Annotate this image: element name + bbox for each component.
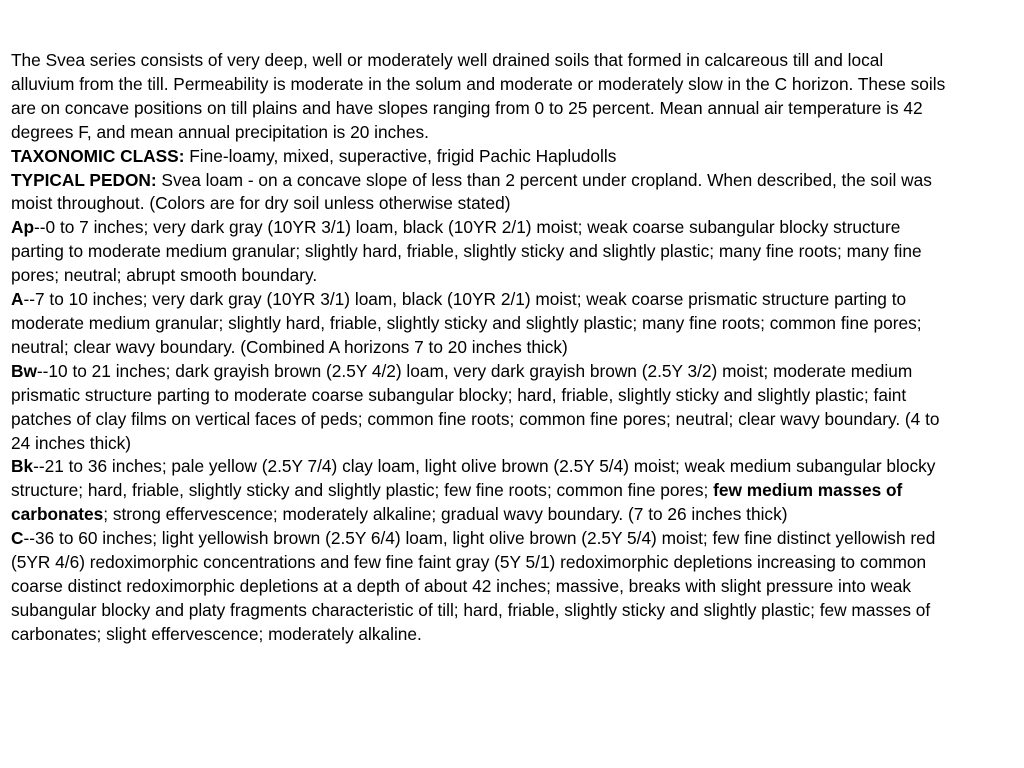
typical-pedon-paragraph [11,169,951,217]
soil-series-description [11,49,951,647]
taxonomic-class-value: Fine-loamy, mixed, superactive, frigid Pachic Hapludolls [184,145,617,166]
horizon-ap-name: Ap [11,217,35,238]
horizon-bk-paragraph [11,455,951,527]
horizon-c-name: C [11,528,24,549]
horizon-ap-paragraph [11,216,951,288]
typical-pedon-label: TYPICAL PEDON: [11,169,157,190]
horizon-bw-text: --10 to 21 inches; dark grayish brown (2.5Y 4/2) loam, very dark grayish brown (2.5Y 3/2) moist; moderate medium prismatic structure parting to moderate coarse subangular blocky; hard, friable, slightly sticky and slightly plastic; faint patches of clay films on vertical faces of peds; common fine roots; common fine pores; neutral; clear wavy boundary. (4 to 24 inches thick) [11,360,940,453]
horizon-bk-text-before: --21 to 36 inches; pale yellow (2.5Y 7/4) clay loam, light olive brown (2.5Y 5/4) moist; weak medium subangular blocky structure; hard, friable, slightly sticky and slightly plastic; few fine roots; common fine pores; [11,456,936,501]
intro-paragraph [11,49,951,145]
horizon-bk-name: Bk [11,456,34,477]
horizon-a-paragraph [11,288,951,360]
typical-pedon-value: Svea loam - on a concave slope of less than 2 percent under cropland. When described, the soil was moist throughout. (Colors are for dry soil unless otherwise stated) [11,169,932,214]
horizon-bw-paragraph [11,360,951,456]
horizon-bk-emphasis: few medium masses of carbonates [11,480,903,525]
taxonomic-class-paragraph [11,145,951,169]
horizon-ap-text: --0 to 7 inches; very dark gray (10YR 3/1) loam, black (10YR 2/1) moist; weak coarse subangular blocky structure parting to moderate medium granular; slightly hard, friable, slightly sticky and slightly plastic; many fine roots; many fine pores; neutral; abrupt smooth boundary. [11,217,922,286]
intro-text: The Svea series consists of very deep, well or moderately well drained soils that formed in calcareous till and local alluvium from the till. Permeability is moderate in the solum and moderate or moderately slow in the C horizon. These soils are on concave positions on till plains and have slopes ranging from 0 to 25 percent. Mean annual air temperature is 42 degrees F, and mean annual precipitation is 20 inches. [11,50,946,142]
horizon-bw-name: Bw [11,360,37,381]
taxonomic-class-label: TAXONOMIC CLASS: [11,145,185,166]
horizon-bk-text-after: ; strong effervescence; moderately alkaline; gradual wavy boundary. (7 to 26 inches thick) [103,504,788,525]
horizon-c-paragraph [11,527,951,647]
horizon-a-text: --7 to 10 inches; very dark gray (10YR 3/1) loam, black (10YR 2/1) moist; weak coarse prismatic structure parting to moderate medium granular; slightly hard, friable, slightly sticky and slightly plastic; many fine roots; common fine pores; neutral; clear wavy boundary. (Combined A horizons 7 to 20 inches thick) [11,289,922,357]
horizon-c-text: --36 to 60 inches; light yellowish brown (2.5Y 6/4) loam, light olive brown (2.5Y 5/4) moist; few fine distinct yellowish red (5YR 4/6) redoximorphic concentrations and few fine faint gray (5Y 5/1) redoximorphic depletions increasing to common coarse distinct redoximorphic depletions at a depth of about 42 inches; massive, breaks with slight pressure into weak subangular blocky and platy fragments characteristic of till; hard, friable, slightly sticky and slightly plastic; few masses of carbonates; slight effervescence; moderately alkaline. [11,528,936,644]
horizon-a-name: A [11,289,24,310]
